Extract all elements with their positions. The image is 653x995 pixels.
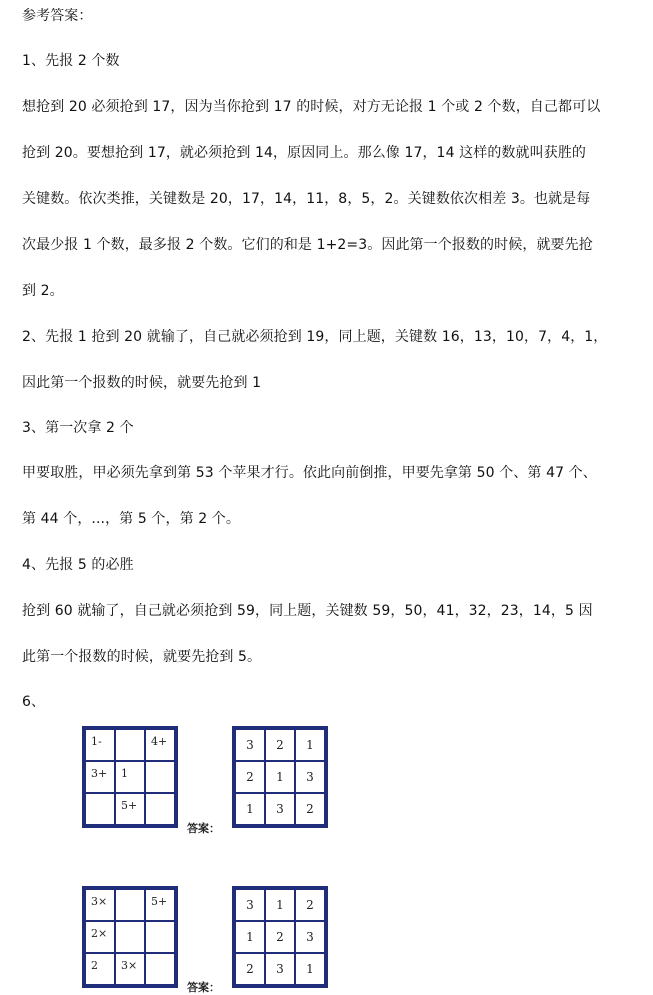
puzzle1-cell (145, 793, 176, 826)
puzzle2-clue-grid (82, 886, 178, 988)
puzzle1-cell: 4+ (145, 728, 176, 761)
puzzle1-answer-cell: 3 (234, 728, 265, 761)
puzzle1-cell (145, 761, 176, 793)
puzzle2-answer-cell: 2 (295, 888, 326, 921)
q1-text-1: 想抢到 20 必须抢到 17，因为当你抢到 17 的时候，对方无论报 1 个或 2 个数，自己都可以 (22, 99, 601, 115)
puzzle1-cell (115, 728, 145, 761)
puzzle2-answer-grid (232, 886, 328, 988)
puzzle1-cell: 3+ (84, 761, 115, 793)
puzzle1-answer-cell: 2 (295, 793, 326, 826)
q4-text-1: 抢到 60 就输了，自己就必须抢到 59，同上题，关键数 59，50，41，32，23，14，5 因 (22, 603, 593, 619)
puzzle2-answer-cell: 3 (295, 921, 326, 953)
puzzle2-cell (145, 953, 176, 986)
puzzle2-answer-label: 答案： (187, 981, 220, 994)
puzzle2-cell: 2× (84, 921, 115, 953)
q2-text-1: 2、先报 1 抢到 20 就输了，自己就必须抢到 19，同上题，关键数 16，13，10，7，4，1， (22, 329, 608, 345)
q3-text-1: 甲要取胜，甲必须先拿到第 53 个苹果才行。依此向前倒推，甲要先拿第 50 个、第 47 个、 (22, 465, 597, 481)
puzzle1-clue-grid (82, 726, 178, 828)
puzzle1-answer-label: 答案： (187, 822, 220, 835)
q1-title: 1、先报 2 个数 (22, 53, 120, 69)
puzzle1-cell: 1- (84, 728, 115, 761)
puzzle2-answer-cell: 3 (234, 888, 265, 921)
puzzle1-answer-cell: 1 (234, 793, 265, 826)
q4-title: 4、先报 5 的必胜 (22, 557, 134, 573)
puzzle1-answer-grid (232, 726, 328, 828)
puzzle2-answer-cell: 1 (295, 953, 326, 986)
puzzle2-answer-cell: 3 (265, 953, 295, 986)
puzzle2-cell: 3× (84, 888, 115, 921)
puzzle1-cell: 5+ (115, 793, 145, 826)
q4-text-2: 此第一个报数的时候，就要先抢到 5。 (22, 649, 262, 665)
puzzle1-cell: 1 (115, 761, 145, 793)
puzzle1-answer-cell: 3 (265, 793, 295, 826)
q6-title: 6、 (22, 694, 46, 710)
q1-text-5: 到 2。 (22, 283, 64, 299)
puzzle1-answer-cell: 1 (295, 728, 326, 761)
q1-text-3: 关键数。依次类推，关键数是 20，17，14，11，8，5，2。关键数依次相差 3。也就是每 (22, 191, 591, 207)
puzzle1-answer-cell: 2 (265, 728, 295, 761)
puzzle2-cell (115, 888, 145, 921)
q2-text-2: 因此第一个报数的时候，就要先抢到 1 (22, 375, 262, 391)
puzzle2-cell (115, 921, 145, 953)
page-heading: 参考答案： (22, 8, 93, 24)
puzzle1-answer-cell: 1 (265, 761, 295, 793)
puzzle2-cell: 5+ (145, 888, 176, 921)
puzzle2-answer-cell: 1 (234, 921, 265, 953)
q3-title: 3、第一次拿 2 个 (22, 420, 134, 436)
puzzle2-cell: 2 (84, 953, 115, 986)
puzzle1-cell (84, 793, 115, 826)
puzzle2-cell (145, 921, 176, 953)
puzzle1-answer-cell: 2 (234, 761, 265, 793)
q1-text-2: 抢到 20。要想抢到 17，就必须抢到 14，原因同上。那么像 17，14 这样的数就叫获胜的 (22, 145, 587, 161)
puzzle2-answer-cell: 2 (234, 953, 265, 986)
puzzle2-answer-cell: 2 (265, 921, 295, 953)
puzzle2-answer-cell: 1 (265, 888, 295, 921)
puzzle1-answer-cell: 3 (295, 761, 326, 793)
q3-text-2: 第 44 个，...，第 5 个，第 2 个。 (22, 511, 240, 527)
q1-text-4: 次最少报 1 个数，最多报 2 个数。它们的和是 1+2=3。因此第一个报数的时候，就要先抢 (22, 237, 593, 253)
puzzle2-cell: 3× (115, 953, 145, 986)
